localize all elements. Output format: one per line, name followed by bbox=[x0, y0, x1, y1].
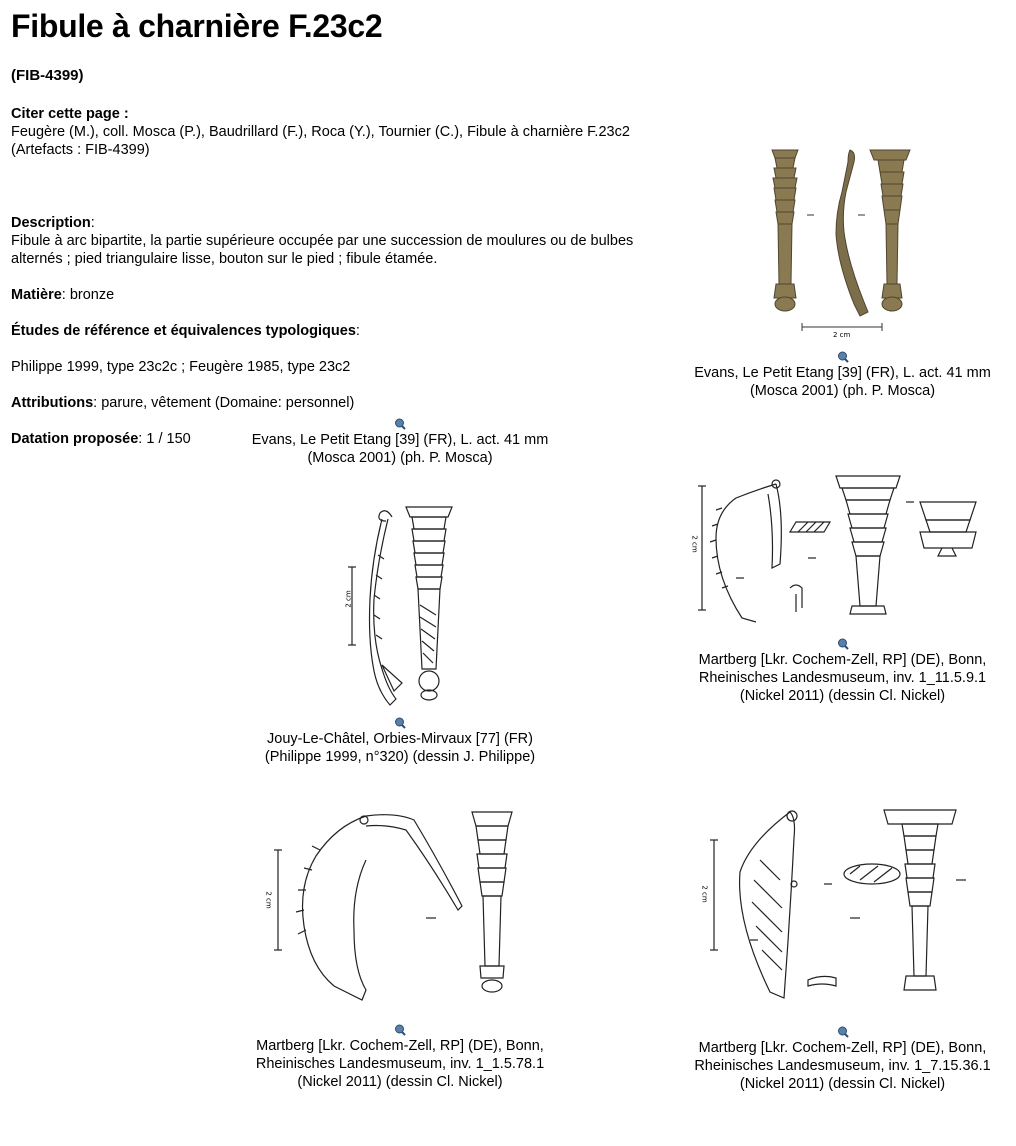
scale-label: 2 cm bbox=[833, 331, 851, 339]
scale-label: 2 cm bbox=[264, 891, 273, 909]
zoom-icon[interactable] bbox=[837, 351, 849, 363]
zoom-icon[interactable] bbox=[394, 1024, 406, 1036]
description-text: Fibule à arc bipartite, la partie supérieure occupée par une succession de moulures ou de bulbes alternés ; pied triangulaire lisse, bouton sur le pied ; fibule étamée. bbox=[11, 233, 634, 267]
zoom-icon[interactable] bbox=[837, 1026, 849, 1038]
figure-caption: Evans, Le Petit Etang [39] (FR), L. act. 41 mm (Mosca 2001) (ph. P. Mosca) bbox=[694, 365, 991, 399]
figure-drawing-jouy[interactable] bbox=[240, 495, 560, 766]
description-sep: : bbox=[90, 215, 95, 231]
figure-photo-evans-2[interactable] bbox=[240, 418, 560, 467]
page-title: Fibule à charnière F.23c2 bbox=[11, 8, 383, 44]
datation-label: Datation proposée bbox=[11, 431, 139, 447]
figure-drawing-martberg-1[interactable] bbox=[680, 468, 1005, 705]
fibula-drawing[interactable] bbox=[680, 800, 1005, 1026]
fibula-drawing[interactable] bbox=[680, 468, 1005, 638]
cite-section bbox=[11, 105, 661, 159]
fibula-photo[interactable] bbox=[680, 140, 1005, 355]
cite-text: Feugère (M.), coll. Mosca (P.), Baudrillard (F.), Roca (Y.), Tournier (C.), Fibule à charnière F.23c2 (Artefacts : FIB-4399) bbox=[11, 124, 630, 158]
figure-drawing-martberg-2[interactable] bbox=[240, 800, 560, 1091]
datation-value: : 1 / 150 bbox=[138, 431, 191, 447]
attributions-label: Attributions bbox=[11, 395, 94, 411]
figure-drawing-martberg-3[interactable] bbox=[680, 800, 1005, 1093]
matiere-row bbox=[11, 286, 661, 304]
etudes-label: Études de référence et équivalences typologiques bbox=[11, 323, 356, 339]
figure-caption: Jouy-Le-Châtel, Orbies-Mirvaux [77] (FR) (Philippe 1999, n°320) (dessin J. Philippe) bbox=[264, 731, 536, 765]
figure-caption: Martberg [Lkr. Cochem-Zell, RP] (DE), Bonn, Rheinisches Landesmuseum, inv. 1_1.5.78.1 (Nickel 2011) (dessin Cl. Nickel) bbox=[255, 1038, 545, 1090]
scale-label: 2 cm bbox=[700, 885, 709, 903]
figure-caption: Evans, Le Petit Etang [39] (FR), L. act. 41 mm (Mosca 2001) (ph. P. Mosca) bbox=[251, 432, 549, 466]
figure-caption: Martberg [Lkr. Cochem-Zell, RP] (DE), Bonn, Rheinisches Landesmuseum, inv. 1_11.5.9.1 (Nickel 2011) (dessin Cl. Nickel) bbox=[698, 652, 987, 704]
etudes-text: Philippe 1999, type 23c2c ; Feugère 1985, type 23c2 bbox=[11, 359, 351, 375]
artefact-code: (FIB-4399) bbox=[11, 67, 84, 84]
figure-photo-evans[interactable] bbox=[680, 140, 1005, 404]
description-label: Description bbox=[11, 215, 91, 231]
zoom-icon[interactable] bbox=[394, 717, 406, 729]
scale-label: 2 cm bbox=[690, 535, 699, 553]
matiere-value: : bronze bbox=[61, 287, 115, 303]
attributions-value: : parure, vêtement (Domaine: personnel) bbox=[93, 395, 355, 411]
etudes-sep: : bbox=[355, 323, 360, 339]
etudes-row bbox=[11, 322, 661, 340]
description-section bbox=[11, 214, 661, 268]
cite-label: Citer cette page : bbox=[11, 106, 129, 122]
figure-caption: Martberg [Lkr. Cochem-Zell, RP] (DE), Bonn, Rheinisches Landesmuseum, inv. 1_7.15.36.1 (Nickel 2011) (dessin Cl. Nickel) bbox=[694, 1040, 991, 1092]
zoom-icon[interactable] bbox=[837, 638, 849, 650]
scale-label: 2 cm bbox=[344, 590, 353, 608]
datation-row bbox=[11, 430, 241, 448]
zoom-icon[interactable] bbox=[394, 418, 406, 430]
matiere-label: Matière bbox=[11, 287, 62, 303]
fibula-drawing[interactable] bbox=[240, 800, 560, 1024]
attributions-row bbox=[11, 394, 661, 412]
fibula-drawing[interactable] bbox=[240, 495, 560, 717]
